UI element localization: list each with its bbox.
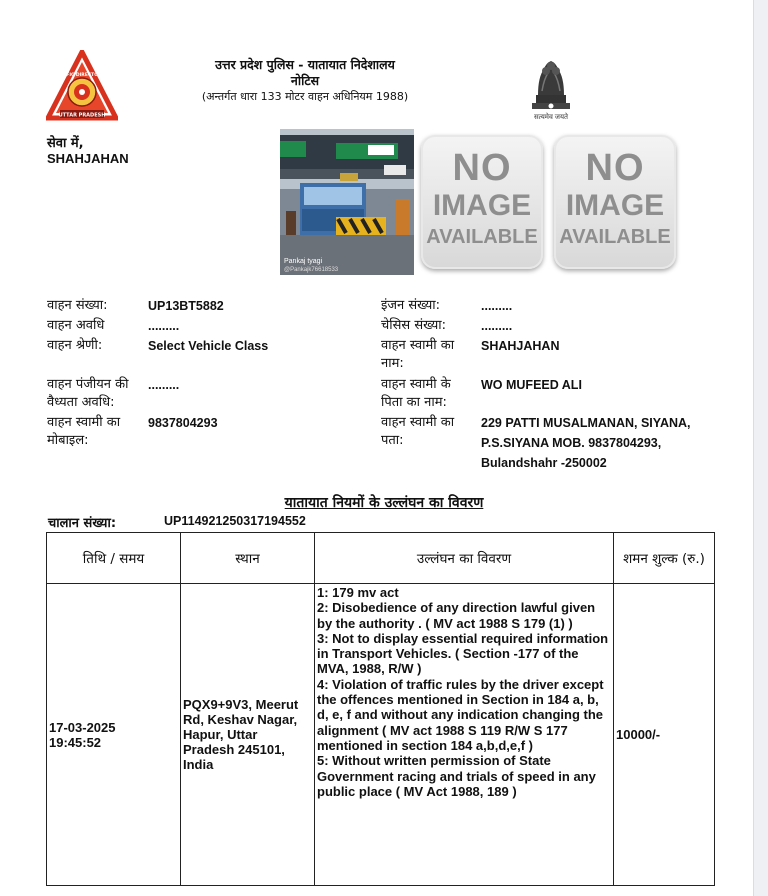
recipient-label: सेवा में, [47,136,84,151]
violation-item: 1: 179 mv act [317,585,399,600]
no-image-placeholder: NO IMAGE AVAILABLE [554,135,676,269]
chassis-number: ......... [481,319,513,333]
violation-fine: 10000/- [614,584,715,886]
owner-father-label: पिता का नाम: [381,395,447,410]
column-header-violation: उल्लंघन का विवरण [315,533,614,584]
no-image-placeholder: NO IMAGE AVAILABLE [421,135,543,269]
reg-validity-label: वैध्यता अवधि: [47,395,115,410]
owner-father-name: WO MUFEED ALI [481,378,582,392]
owner-address: P.S.SIYANA MOB. 9837804293, [481,436,662,450]
violation-item: 2: Disobedience of any direction lawful given by the authority . ( MV act 1988 S 179 (1) ) [317,600,596,631]
table-header-row [47,533,715,584]
owner-name-label: वाहन स्वामी का [381,338,455,353]
challan-number-label: चालान संख्या: [48,516,117,531]
column-header-date-time: तिथि / समय [47,533,181,584]
violation-date: 17-03-2025 [49,719,116,735]
violation-item: 3: Not to display essential required information in Transport Vehicles. ( Section -177 of the MVA, 1988, R/W ) [317,630,609,677]
violation-description [315,584,614,886]
logo-bottom-text: UTTAR PRADESH [58,112,106,119]
column-header-place: स्थान [181,533,315,584]
violation-time: 19:45:52 [49,734,102,750]
photo-caption-handle: @Pankajk76618533 [284,267,339,273]
violation-item: 5: Without written permission of State Government racing and trials of speed in any public place ( MV Act 1988, 189 ) [317,753,596,799]
reg-validity-label: वाहन पंजीयन की [47,377,129,392]
owner-name: SHAHJAHAN [481,339,560,353]
vehicle-class-label: वाहन श्रेणी: [47,338,103,353]
page-edge [753,0,768,896]
logo-top-text: TRAFFIC DIRECTORATE [53,73,111,78]
owner-mobile-label: वाहन स्वामी का [47,415,121,430]
vehicle-period: ......... [148,319,180,333]
vehicle-period-label: वाहन अवधि [47,318,105,333]
violation-item: 4: Violation of traffic rules by the driver except the offences mentioned in Section in 184 a, b, d, e, f and without any indication changing the alignment ( MV act 1988 S 119 R/W S 177 mentioned in section 184 a,b,d,e,f ) [317,676,604,753]
owner-address-label: वाहन स्वामी का [381,415,455,430]
owner-address: 229 PATTI MUSALMANAN, SIYANA, [481,416,691,430]
vehicle-class: Select Vehicle Class [148,339,269,353]
photo-caption: Pankaj tyagi [284,258,323,265]
owner-address: Bulandshahr -250002 [481,456,607,470]
owner-father-label: वाहन स्वामी के [381,377,451,392]
reg-validity: ......... [148,378,180,392]
violation-place: PQX9+9V3, Meerut Rd, Keshav Nagar, Hapur, Uttar Pradesh 245101, India [181,584,315,886]
recipient-name: SHAHJAHAN [47,151,129,166]
violations-table [46,532,715,886]
column-header-fine: शमन शुल्क (रु.) [614,533,715,584]
emblem-motto: सत्यमेव जयते [533,114,569,121]
engine-number: ......... [481,299,513,313]
owner-mobile: 9837804293 [148,416,218,430]
chassis-number-label: चेसिस संख्या: [381,318,447,333]
owner-mobile-label: मोबाइल: [47,433,89,448]
vehicle-number-label: वाहन संख्या: [47,298,108,313]
evidence-photo [280,129,414,275]
owner-address-label: पता: [381,433,404,448]
owner-name-label: नाम: [381,356,404,371]
violation-date-time [47,584,181,886]
header-section-ref: (अन्तर्गत धारा 133 मोटर वाहन अधिनियम 1988) [201,90,409,103]
toll-plaza-photo [280,129,414,275]
engine-number-label: इंजन संख्या: [381,298,441,313]
vehicle-number: UP13BT5882 [148,299,224,313]
header-department: उत्तर प्रदेश पुलिस - यातायात निदेशालय [215,57,395,72]
table-row [47,584,715,886]
traffic-directorate-logo [46,50,118,122]
challan-number: UP114921250317194552 [164,514,306,528]
header-notice: नोटिस [290,73,320,88]
violations-heading: यातायात नियमों के उल्लंघन का विवरण [284,495,484,511]
